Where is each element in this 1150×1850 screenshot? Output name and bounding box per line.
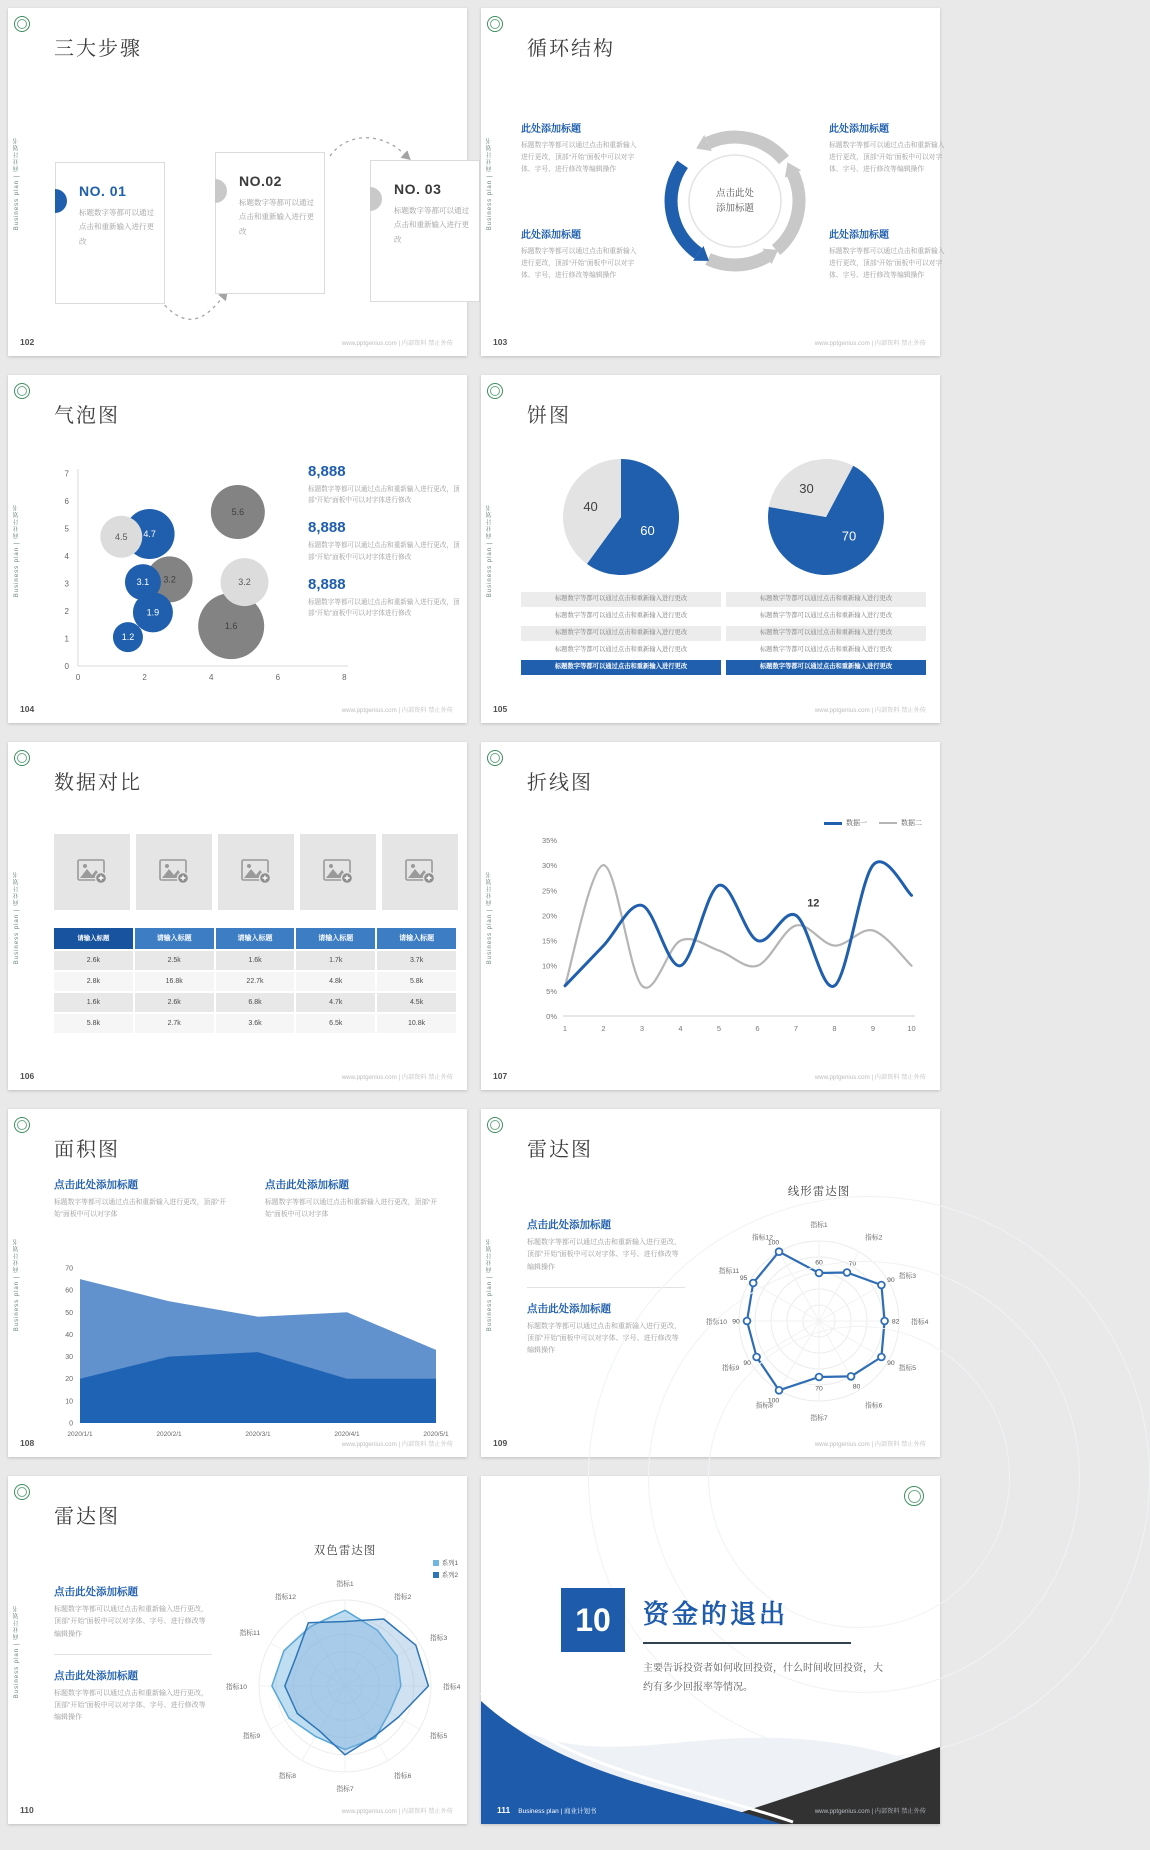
table-cell: 22.7k [216, 972, 297, 993]
image-placeholder-icon [405, 859, 435, 885]
pie-list-row: 标题数字等都可以通过点击和重新输入进行更改 [726, 626, 926, 641]
stat-block [308, 576, 460, 619]
image-placeholder[interactable] [218, 834, 294, 910]
page-title: 雷达图 [527, 1139, 593, 1161]
svg-text:6: 6 [64, 497, 69, 506]
svg-text:15%: 15% [541, 936, 557, 946]
step-body: 标题数字等都可以通过点击和重新输入进行更改 [239, 198, 314, 236]
radar-legend [433, 1558, 458, 1582]
pie-list-row: 标题数字等都可以通过点击和重新输入进行更改 [521, 609, 721, 624]
page-title: 循环结构 [527, 38, 615, 60]
stats-column [308, 463, 460, 632]
legend-swatch-icon [433, 1560, 439, 1566]
svg-text:6: 6 [275, 673, 281, 682]
page-number: 102 [20, 337, 35, 347]
page-number: 108 [20, 1438, 35, 1448]
slide-108[interactable] [8, 1109, 467, 1457]
svg-text:5%: 5% [546, 986, 557, 996]
page-number: 106 [20, 1071, 35, 1081]
slide-111[interactable] [481, 1476, 940, 1824]
sidebar-vertical-text: Business plan | 商业计划书 [14, 1237, 20, 1331]
svg-text:指标6: 指标6 [865, 1402, 883, 1410]
text-block [527, 1217, 685, 1274]
block-title: 点击此处添加标题 [54, 1669, 138, 1682]
image-placeholder-icon [77, 859, 107, 885]
decorative-arc [708, 1326, 1010, 1628]
pie-list-2 [726, 592, 926, 675]
page-title: 三大步骤 [54, 38, 142, 60]
brand-logo-icon [904, 1486, 924, 1506]
brand-logo-icon [14, 1117, 30, 1133]
pie-chart-2 [726, 451, 926, 583]
brand-logo-icon [14, 750, 30, 766]
table-header-cell: 请输入标题 [377, 928, 458, 951]
block-title: 点击此处添加标题 [527, 1219, 611, 1231]
slide-106[interactable] [8, 742, 467, 1090]
slide-104[interactable] [8, 375, 467, 723]
site-footer: www.pptgenius.com | 内部资料 禁止外传 [814, 707, 926, 714]
svg-text:指标12: 指标12 [274, 1594, 296, 1602]
brand-logo-icon [487, 1117, 503, 1133]
svg-text:3: 3 [64, 579, 69, 589]
step-number: NO. 03 [394, 181, 442, 197]
pie-list-row: 标题数字等都可以通过点击和重新输入进行更改 [726, 660, 926, 675]
site-footer: www.pptgenius.com | 内部资料 禁止外传 [341, 1808, 453, 1815]
svg-text:指标8: 指标8 [755, 1402, 773, 1410]
svg-text:5.6: 5.6 [231, 507, 245, 517]
svg-text:3.1: 3.1 [136, 577, 150, 588]
svg-text:70: 70 [65, 1265, 73, 1273]
block-title: 此处添加标题 [521, 230, 581, 242]
slide-103[interactable] [481, 8, 945, 356]
svg-text:10: 10 [907, 1024, 916, 1033]
step-body: 标题数字等都可以通过点击和重新输入进行更改 [79, 208, 154, 246]
page-title: 数据对比 [54, 772, 142, 794]
site-footer: www.pptgenius.com | 内部资料 禁止外传 [341, 1074, 453, 1081]
pie-list-row: 标题数字等都可以通过点击和重新输入进行更改 [521, 660, 721, 675]
text-block [54, 1668, 212, 1725]
site-footer: www.pptgenius.com | 内部资料 禁止外传 [341, 1441, 453, 1448]
image-placeholder-icon [323, 859, 353, 885]
svg-text:90: 90 [743, 1360, 751, 1367]
page-title: 饼图 [527, 405, 571, 427]
block-body: 标题数字等都可以通过点击和重新输入进行更改，顶部“开始”面板中可以对字体、字号、进行修改等编辑操作 [527, 1239, 681, 1271]
table-cell: 2.6k [135, 993, 216, 1014]
svg-text:82: 82 [891, 1318, 900, 1326]
block-body: 标题数字等都可以通过点击和重新输入进行更改，顶部“开始”面板中可以对字体、字号、进行修改等编辑操作 [521, 142, 637, 173]
sidebar-vertical-text: Business plan | 商业计划书 [487, 870, 493, 964]
site-footer: www.pptgenius.com | 内部资料 禁止外传 [341, 707, 453, 714]
step-card-3[interactable] [370, 160, 480, 302]
svg-text:90: 90 [887, 1360, 895, 1367]
page-number: 110 [20, 1805, 34, 1815]
svg-text:指标2: 指标2 [865, 1234, 883, 1242]
svg-text:指标3: 指标3 [898, 1273, 917, 1280]
svg-text:指标10: 指标10 [705, 1319, 727, 1326]
svg-text:2020/4/1: 2020/4/1 [334, 1431, 360, 1438]
brand-logo-icon [487, 16, 503, 32]
svg-text:9: 9 [870, 1024, 876, 1033]
chart-title: 双色雷达图 [313, 1545, 377, 1557]
svg-text:35%: 35% [541, 836, 557, 846]
stat-value: 8,888 [308, 519, 346, 537]
svg-text:10: 10 [65, 1398, 73, 1406]
table-cell: 10.8k [377, 1014, 458, 1035]
table-cell: 4.7k [296, 993, 377, 1014]
svg-text:指标9: 指标9 [242, 1733, 261, 1740]
block-body: 标题数字等都可以通过点击和重新输入进行更改，顶部“开始”面板中可以对字体、字号、进行修改等编辑操作 [829, 142, 945, 173]
svg-text:2020/5/1: 2020/5/1 [423, 1431, 449, 1438]
svg-text:4.5: 4.5 [115, 531, 128, 542]
svg-text:70: 70 [848, 1260, 857, 1268]
pie-list-row: 标题数字等都可以通过点击和重新输入进行更改 [521, 643, 721, 658]
cycle-left-column [521, 70, 641, 332]
step-bump-icon [215, 179, 227, 203]
table-cell: 3.7k [377, 951, 458, 972]
table-cell: 2.8k [54, 972, 135, 993]
area-text-blocks [54, 1177, 450, 1221]
svg-text:2020/3/1: 2020/3/1 [245, 1431, 271, 1438]
svg-text:2: 2 [142, 673, 147, 682]
svg-text:60: 60 [640, 523, 655, 539]
site-footer: www.pptgenius.com | 内部资料 禁止外传 [814, 1441, 926, 1448]
svg-text:指标5: 指标5 [898, 1365, 917, 1372]
legend-label: 系列2 [441, 1572, 458, 1579]
site-footer: www.pptgenius.com | 内部资料 禁止外传 [814, 1808, 926, 1815]
slide-107[interactable] [481, 742, 940, 1090]
table-cell: 2.7k [135, 1014, 216, 1035]
step-card-1[interactable] [55, 162, 165, 304]
svg-text:12: 12 [807, 897, 820, 910]
site-footer: www.pptgenius.com | 内部资料 禁止外传 [341, 340, 453, 347]
svg-text:0: 0 [69, 1420, 73, 1428]
block-title: 此处添加标题 [521, 124, 581, 136]
svg-text:指标5: 指标5 [429, 1733, 448, 1740]
svg-text:指标12: 指标12 [751, 1234, 773, 1242]
page-number: 103 [493, 337, 508, 347]
svg-text:1: 1 [64, 634, 69, 644]
svg-text:1.6: 1.6 [224, 621, 238, 632]
block-title: 点击此处添加标题 [527, 1302, 611, 1315]
image-placeholder[interactable] [382, 834, 458, 910]
svg-text:1.2: 1.2 [121, 632, 135, 643]
svg-text:指标1: 指标1 [810, 1222, 828, 1229]
step-card-2[interactable] [215, 152, 325, 294]
table-header-row [54, 928, 458, 951]
radar-chart-box [225, 1542, 461, 1815]
svg-text:6: 6 [755, 1024, 760, 1033]
svg-text:指标10: 指标10 [225, 1684, 247, 1691]
svg-text:指标4: 指标4 [443, 1684, 461, 1691]
brand-logo-icon [14, 383, 30, 399]
block-body: 标题数字等都可以通过点击和重新输入进行更改，顶部“开始”面板中可以对字体 [54, 1199, 227, 1218]
pie-list-1 [521, 592, 721, 675]
text-block [829, 226, 949, 282]
sidebar-vertical-text: Business plan | 商业计划书 [14, 870, 20, 964]
block-title: 点击此处添加标题 [54, 1586, 138, 1598]
step-bump-icon [55, 189, 67, 213]
block-body: 标题数字等都可以通过点击和重新输入进行更改，顶部“开始”面板中可以对字体、字号、进行修改等编辑操作 [54, 1606, 208, 1638]
text-block [54, 1177, 239, 1221]
table-row [54, 1014, 458, 1035]
line-chart-legend [824, 818, 922, 828]
svg-text:90: 90 [887, 1277, 895, 1284]
block-body: 标题数字等都可以通过点击和重新输入进行更改，顶部“开始”面板中可以对字体 [265, 1199, 438, 1218]
svg-text:指标1: 指标1 [336, 1581, 354, 1588]
image-placeholder-icon [159, 859, 189, 885]
stat-body: 标题数字等都可以通过点击和重新输入进行更改，顶部“开始”面板中可以对字体进行修改 [308, 486, 460, 505]
svg-text:指标3: 指标3 [429, 1635, 448, 1642]
svg-text:95: 95 [739, 1275, 748, 1282]
svg-text:1.9: 1.9 [146, 607, 160, 618]
site-footer: www.pptgenius.com | 内部资料 禁止外传 [814, 340, 926, 347]
brand-logo-icon [487, 750, 503, 766]
legend-item-series1 [824, 818, 867, 828]
stat-value: 8,888 [308, 575, 346, 593]
page-number: 104 [20, 704, 35, 714]
svg-text:10%: 10% [541, 961, 557, 971]
svg-text:70: 70 [815, 1385, 823, 1393]
step-bump-icon [370, 187, 382, 211]
legend-line-icon [824, 822, 842, 825]
legend-label: 数据二 [901, 820, 922, 827]
table-row [54, 993, 458, 1014]
text-block [829, 120, 949, 176]
chart-title: 线形雷达图 [787, 1186, 851, 1198]
brand-logo-icon [14, 1484, 30, 1500]
section-number: 10 [561, 1588, 625, 1652]
pie-group-2 [726, 451, 926, 677]
svg-text:指标6: 指标6 [394, 1772, 412, 1780]
text-block [521, 226, 641, 282]
svg-text:5: 5 [716, 1024, 722, 1033]
cycle-right-column [829, 70, 949, 332]
table-cell: 16.8k [135, 972, 216, 993]
cycle-center-label: 点击此处 添加标题 [715, 187, 754, 214]
svg-text:20%: 20% [541, 911, 557, 921]
slide-105[interactable] [481, 375, 940, 723]
footer-brand: Business plan | 商业计划书 [518, 1808, 597, 1815]
svg-text:2: 2 [601, 1024, 606, 1033]
image-placeholder-icon [241, 859, 271, 885]
page-number: 107 [493, 1071, 508, 1081]
svg-text:50: 50 [65, 1309, 73, 1317]
svg-text:指标8: 指标8 [278, 1772, 296, 1780]
legend-item-series2 [879, 818, 922, 828]
page-number: 111 [497, 1805, 511, 1815]
sidebar-vertical-text: Business plan | 商业计划书 [487, 503, 493, 597]
svg-text:2: 2 [64, 607, 69, 616]
svg-text:7: 7 [793, 1024, 799, 1033]
stat-value: 8,888 [308, 463, 346, 480]
sidebar-vertical-text: Business plan | 商业计划书 [14, 503, 20, 597]
legend-line-icon [879, 822, 897, 824]
sidebar-vertical-text: Business plan | 商业计划书 [14, 136, 20, 230]
cover-footer [497, 1805, 597, 1815]
svg-text:30%: 30% [541, 861, 557, 871]
table-cell: 2.5k [135, 951, 216, 972]
slide-102[interactable] [8, 8, 467, 356]
process-steps [52, 104, 469, 304]
two-color-radar-chart [225, 1560, 461, 1810]
svg-text:3.2: 3.2 [163, 574, 176, 585]
block-body: 标题数字等都可以通过点击和重新输入进行更改，顶部“开始”面板中可以对字体、字号、进行修改等编辑操作 [521, 248, 637, 279]
area-chart [46, 1255, 466, 1445]
brand-logo-icon [14, 16, 30, 32]
table-cell: 1.7k [296, 951, 377, 972]
section-body: 主要告诉投资者如何收回投资，什么时间收回投资，大约有多少回报率等情况。 [643, 1663, 883, 1693]
stat-block [308, 519, 460, 562]
page-number: 109 [493, 1438, 508, 1448]
pie-list-row: 标题数字等都可以通过点击和重新输入进行更改 [521, 592, 721, 607]
pie-group-1 [521, 451, 721, 677]
svg-text:4: 4 [208, 673, 214, 682]
divider [54, 1654, 212, 1655]
series-数据一 [565, 862, 912, 987]
table-row [54, 972, 458, 993]
svg-text:100: 100 [767, 1239, 780, 1247]
page-title: 气泡图 [54, 405, 120, 427]
table-cell: 1.6k [54, 993, 135, 1014]
svg-text:3.2: 3.2 [238, 577, 251, 588]
brand-logo-icon [487, 383, 503, 399]
pie-list-row: 标题数字等都可以通过点击和重新输入进行更改 [726, 643, 926, 658]
legend-swatch-icon [433, 1572, 439, 1578]
block-title: 点击此处添加标题 [54, 1179, 138, 1191]
step-number: NO. 01 [79, 183, 127, 199]
step-body: 标题数字等都可以通过点击和重新输入进行更改 [394, 206, 469, 244]
cycle-diagram [645, 70, 825, 332]
image-placeholder[interactable] [54, 834, 130, 910]
site-footer: www.pptgenius.com | 内部资料 禁止外传 [814, 1074, 926, 1081]
svg-text:指标2: 指标2 [394, 1594, 412, 1602]
pie-list-row: 标题数字等都可以通过点击和重新输入进行更改 [521, 626, 721, 641]
radar-series [285, 1619, 429, 1755]
svg-text:80: 80 [852, 1383, 861, 1391]
cycle-diagram-layout [521, 70, 945, 332]
stat-body: 标题数字等都可以通过点击和重新输入进行更改，顶部“开始”面板中可以对字体进行修改 [308, 542, 460, 561]
page-number: 105 [493, 704, 508, 714]
svg-text:8: 8 [832, 1024, 837, 1033]
svg-text:指标7: 指标7 [336, 1786, 354, 1793]
table-header-cell: 请输入标题 [216, 928, 297, 951]
line-chart [523, 828, 928, 1043]
image-placeholder[interactable] [300, 834, 376, 910]
block-title: 点击此处添加标题 [265, 1179, 349, 1191]
table-cell: 5.8k [377, 972, 458, 993]
svg-text:25%: 25% [541, 886, 557, 896]
svg-text:1: 1 [562, 1024, 568, 1033]
svg-text:7: 7 [64, 469, 69, 479]
image-placeholder-row [54, 834, 458, 910]
svg-text:60: 60 [815, 1259, 823, 1267]
table-cell: 4.8k [296, 972, 377, 993]
svg-text:4.7: 4.7 [143, 529, 156, 539]
svg-text:30: 30 [799, 481, 814, 497]
sidebar-vertical-text: Business plan | 商业计划书 [487, 136, 493, 230]
svg-text:40: 40 [583, 499, 598, 515]
svg-text:指标7: 指标7 [810, 1415, 828, 1422]
svg-text:100: 100 [767, 1397, 780, 1405]
stat-body: 标题数字等都可以通过点击和重新输入进行更改，顶部“开始”面板中可以对字体进行修改 [308, 598, 460, 618]
svg-text:40: 40 [65, 1331, 73, 1339]
svg-text:指标11: 指标11 [239, 1630, 261, 1637]
wave-decoration [481, 1649, 940, 1824]
page-title: 雷达图 [54, 1506, 120, 1528]
table-header-cell: 请输入标题 [296, 928, 377, 951]
svg-text:8: 8 [342, 673, 347, 682]
legend-label: 数据一 [846, 820, 867, 827]
text-column [54, 1584, 212, 1725]
svg-text:5: 5 [64, 524, 69, 534]
table-cell: 2.6k [54, 951, 135, 972]
svg-text:20: 20 [65, 1376, 73, 1384]
table-cell: 6.8k [216, 993, 297, 1014]
table-row [54, 951, 458, 972]
svg-text:0%: 0% [546, 1012, 557, 1021]
slide-110[interactable] [8, 1476, 467, 1824]
block-body: 标题数字等都可以通过点击和重新输入进行更改，顶部“开始”面板中可以对字体、字号、进行修改等编辑操作 [829, 248, 945, 279]
text-block [54, 1584, 212, 1641]
table-header-cell: 请输入标题 [54, 928, 135, 951]
svg-text:0: 0 [75, 673, 81, 682]
block-title: 此处添加标题 [829, 124, 889, 136]
svg-text:60: 60 [65, 1287, 73, 1295]
table-header-cell: 请输入标题 [135, 928, 216, 951]
page-title: 面积图 [54, 1139, 120, 1161]
legend-label: 系列1 [441, 1560, 458, 1567]
svg-text:2020/1/1: 2020/1/1 [67, 1431, 93, 1438]
pie-list-row: 标题数字等都可以通过点击和重新输入进行更改 [726, 609, 926, 624]
block-body: 标题数字等都可以通过点击和重新输入进行更改，顶部“开始”面板中可以对字体、字号、进行修改等编辑操作 [54, 1689, 208, 1722]
table-cell: 1.6k [216, 951, 297, 972]
table-cell: 3.6k [216, 1014, 297, 1035]
image-placeholder[interactable] [136, 834, 212, 910]
step-number: NO.02 [239, 173, 282, 189]
svg-text:30: 30 [65, 1354, 73, 1362]
stat-block [308, 463, 460, 506]
svg-text:3: 3 [639, 1024, 645, 1033]
svg-text:指标11: 指标11 [718, 1268, 740, 1275]
table-cell: 6.5k [296, 1014, 377, 1035]
legend-item-series1 [433, 1558, 458, 1567]
text-block [521, 120, 641, 176]
svg-text:90: 90 [732, 1318, 740, 1326]
svg-text:70: 70 [841, 528, 857, 544]
svg-text:4: 4 [64, 552, 69, 561]
svg-text:指标9: 指标9 [721, 1365, 740, 1372]
svg-text:2020/2/1: 2020/2/1 [156, 1431, 182, 1438]
comparison-table [54, 928, 458, 1035]
block-title: 此处添加标题 [829, 230, 889, 242]
table-cell: 4.5k [377, 993, 458, 1014]
table-cell: 5.8k [54, 1014, 135, 1035]
sidebar-vertical-text: Business plan | 商业计划书 [14, 1604, 20, 1698]
svg-text:指标4: 指标4 [911, 1319, 929, 1326]
svg-text:4: 4 [678, 1024, 683, 1033]
section-title: 资金的退出 [643, 1599, 789, 1629]
pie-list-row: 标题数字等都可以通过点击和重新输入进行更改 [726, 592, 926, 607]
page-title: 折线图 [527, 772, 593, 794]
block-body: 标题数字等都可以通过点击和重新输入进行更改，顶部“开始”面板中可以对字体、字号、进行修改等编辑操作 [527, 1322, 681, 1355]
sidebar-vertical-text: Business plan | 商业计划书 [487, 1237, 493, 1331]
pie-chart-1 [521, 451, 721, 583]
legend-item-series2 [433, 1570, 458, 1579]
svg-text:0: 0 [64, 662, 69, 671]
title-underline [643, 1642, 851, 1644]
text-block [265, 1177, 450, 1221]
